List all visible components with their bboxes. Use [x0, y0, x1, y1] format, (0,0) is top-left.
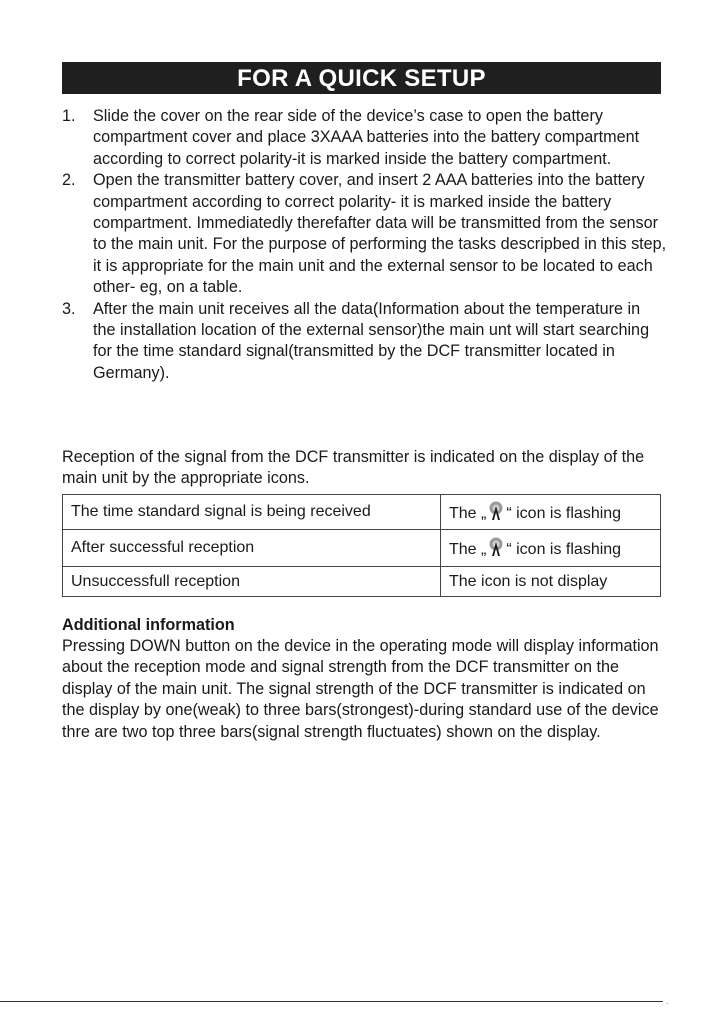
footer-mark: .: [666, 997, 669, 1006]
step-text: Slide the cover on the rear side of the device’s case to open the battery compartment cover and place 3XAAA batteries into the battery compartment according to correct polarity-it is marked inside the battery compartment.: [93, 107, 640, 168]
step-text: After the main unit receives all the data(Information about the temperature in the installation location of the external sensor)the main unt will start searching for the time standard signal(transmitted by the DCF transmitter located in Germany).: [93, 299, 650, 382]
step-item: [62, 106, 667, 170]
page-title: FOR A QUICK SETUP: [62, 62, 661, 94]
state-cell: The time standard signal is being received: [63, 495, 441, 530]
table-row: [63, 530, 661, 567]
antenna-icon: [487, 501, 505, 521]
step-number: 1.: [62, 107, 76, 125]
step-number: 2.: [62, 171, 76, 190]
table-row: [63, 495, 661, 530]
state-cell: Unsuccessfull reception: [63, 567, 441, 597]
additional-info-heading: Additional information: [62, 616, 235, 634]
indicator-cell: The „ “ icon is flashing: [441, 495, 661, 530]
indicator-cell: The „ “ icon is flashing: [441, 530, 661, 567]
step-item: [62, 170, 667, 298]
step-text: Open the transmitter battery cover, and insert 2 AAA batteries into the battery compartment according to correct polarity- it is marked inside the battery compartment. Immediatedly therefafter data will be transmitted from the sensor to the main unit. For the purpose of performing the tasks descripbed in this step, it is appropriate for the main unit and the external sensor to be located to each other- eg, on a table.: [93, 171, 667, 297]
antenna-icon: [487, 537, 505, 557]
step-number: 3.: [62, 299, 76, 318]
footer-rule: [0, 1001, 663, 1002]
table-row: [63, 567, 661, 597]
step-item: [62, 299, 667, 385]
reception-intro: Reception of the signal from the DCF transmitter is indicated on the display of the main unit by the appropriate icons.: [62, 448, 645, 488]
setup-steps: [62, 106, 667, 384]
indicator-cell: The icon is not display: [441, 567, 661, 597]
reception-table: [62, 494, 661, 597]
state-cell: After successful reception: [63, 530, 441, 567]
additional-info-text: Pressing DOWN button on the device in the operating mode will display information about the reception mode and signal strength from the DCF transmitter on the display of the main unit. The signal strength of the DCF transmitter is indicated on the display by one(weak) to three bars(strongest)-during standard use of the device thre are two top three bars(signal strength fluctuates) shown on the display.: [62, 637, 659, 741]
